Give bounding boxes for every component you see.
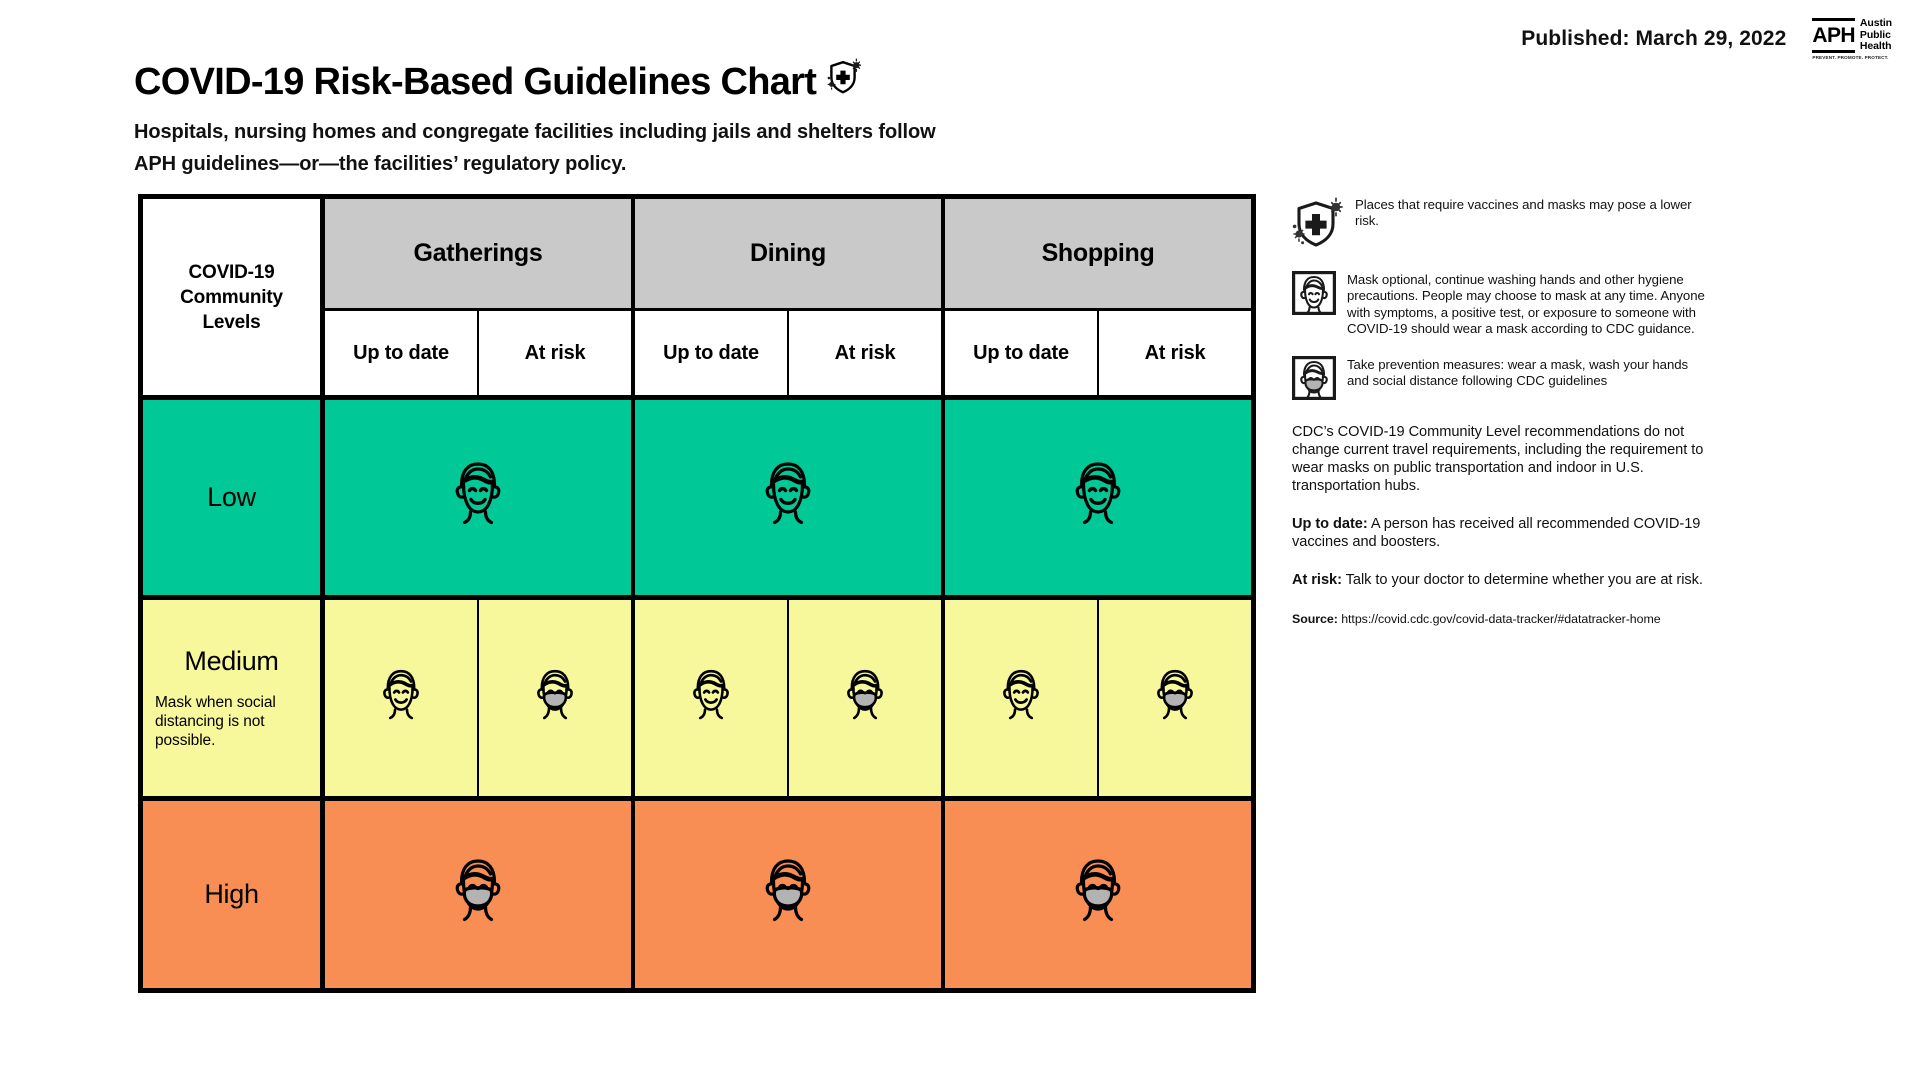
face-mask-icon: [837, 665, 893, 732]
cell-low-shopping: [945, 400, 1251, 595]
cell-medium-gatherings-at-risk: [479, 600, 635, 796]
cell-medium-shopping-at-risk: [1099, 600, 1251, 796]
table-header: [143, 199, 1251, 400]
header-bar: [1521, 18, 1892, 60]
level-cell-low: [143, 400, 325, 595]
page-title-text: COVID-19 Risk-Based Guidelines Chart: [134, 60, 817, 103]
definition-up-to-date: [1292, 515, 1712, 551]
level-note-medium: Mask when social distancing is not possible.: [155, 694, 276, 749]
shield-plus-virus-icon: [1292, 196, 1344, 257]
face-mask-icon: [753, 854, 823, 935]
table-row-low: [143, 400, 1251, 600]
subheader-shopping-up-to-date: Up to date: [945, 311, 1099, 395]
legend-item-mask-optional: [1292, 271, 1712, 338]
category-header-shopping: Shopping: [945, 199, 1251, 308]
face-mask-icon: [527, 665, 583, 732]
definition-text-up-to-date: A person has received all recommended COVID-19 vaccines and boosters.: [1292, 515, 1701, 550]
face-mask-icon: [1292, 356, 1336, 405]
logo-line-3: Health: [1859, 40, 1892, 52]
legend-text-take-precautions: Take prevention measures: wear a mask, wash your hands and social distance following CDC guidelines: [1347, 356, 1689, 389]
shield-plus-virus-icon: [827, 58, 861, 105]
level-cell-medium: [143, 600, 325, 796]
table-row-medium: [143, 600, 1251, 801]
published-date: Published: March 29, 2022: [1521, 26, 1787, 50]
cell-high-dining: [635, 801, 945, 988]
cell-high-shopping: [945, 801, 1251, 988]
level-label-high: High: [204, 879, 259, 909]
cell-medium-dining-up-to-date: [635, 600, 789, 796]
legend-item-take-precautions: [1292, 356, 1712, 405]
logo-acronym: [1812, 18, 1855, 53]
austin-public-health-logo: [1812, 18, 1892, 60]
level-cell-high: [143, 801, 325, 988]
source-label: Source:: [1292, 611, 1338, 626]
cell-medium-dining-at-risk: [789, 600, 945, 796]
category-header-row: [325, 199, 1251, 311]
category-header-gatherings: Gatherings: [325, 199, 635, 308]
face-no-mask-icon: [993, 665, 1049, 732]
legend-text-shield: Places that require vaccines and masks may pose a lower risk.: [1355, 197, 1692, 229]
face-no-mask-icon: [443, 457, 513, 538]
logo-tagline: PREVENT. PROMOTE. PROTECT.: [1812, 54, 1889, 60]
logo-line-2: Public: [1859, 28, 1891, 41]
face-mask-icon: [443, 854, 513, 935]
table-row-high: [143, 801, 1251, 988]
face-no-mask-icon: [1292, 271, 1336, 338]
cell-low-dining: [635, 400, 945, 595]
subheader-gatherings-at-risk: At risk: [479, 311, 635, 395]
logo-line-1: Austin: [1859, 17, 1892, 29]
subheader-dining-up-to-date: Up to date: [635, 311, 789, 395]
source-url[interactable]: https://covid.cdc.gov/covid-data-tracker/#datatracker-home: [1341, 611, 1661, 626]
definition-at-risk: [1292, 571, 1712, 589]
logo-acronym-text: APH: [1812, 23, 1855, 47]
table-corner-header: COVID-19 Community Levels: [143, 199, 325, 395]
subheader-gatherings-up-to-date: Up to date: [325, 311, 479, 395]
guidelines-table: [138, 194, 1256, 993]
level-label-medium: Medium: [184, 646, 279, 676]
subheader-shopping-at-risk: At risk: [1099, 311, 1251, 395]
face-mask-icon: [1063, 854, 1133, 935]
title-block: [134, 58, 954, 180]
face-no-mask-icon: [373, 665, 429, 732]
face-no-mask-icon: [683, 665, 739, 732]
subcolumn-header-row: [325, 311, 1251, 395]
definition-term-up-to-date: Up to date:: [1292, 515, 1368, 532]
face-no-mask-icon: [753, 457, 823, 538]
legend-panel: [1292, 196, 1712, 627]
definition-text-at-risk: Talk to your doctor to determine whether you are at risk.: [1341, 571, 1703, 588]
cell-high-gatherings: [325, 801, 635, 988]
legend-item-shield: [1292, 196, 1712, 257]
cell-medium-shopping-up-to-date: [945, 600, 1099, 796]
legend-cdc-paragraph: CDC’s COVID-19 Community Level recommendations do not change current travel requirements, including the requirement to wear masks on public transportation and indoor in U.S. transportation hubs.: [1292, 423, 1704, 494]
level-label-low: Low: [207, 482, 256, 512]
category-header-dining: Dining: [635, 199, 945, 308]
cell-medium-gatherings-up-to-date: [325, 600, 479, 796]
subheader-dining-at-risk: At risk: [789, 311, 945, 395]
page-title: [134, 58, 954, 105]
face-mask-icon: [1147, 665, 1203, 732]
definition-term-at-risk: At risk:: [1292, 571, 1342, 588]
page-subtitle: Hospitals, nursing homes and congregate facilities including jails and shelters follow APH guidelines—or—the facilities’ regulatory policy.: [134, 121, 936, 175]
source-line: [1292, 611, 1712, 627]
legend-text-mask-optional: Mask optional, continue washing hands and other hygiene precautions. People may choose to mask at any time. Anyone with symptoms, a positive test, or exposure to someone with COVID-19 should wear a mask according to CDC guidance.: [1347, 272, 1705, 337]
face-no-mask-icon: [1063, 457, 1133, 538]
cell-low-gatherings: [325, 400, 635, 595]
